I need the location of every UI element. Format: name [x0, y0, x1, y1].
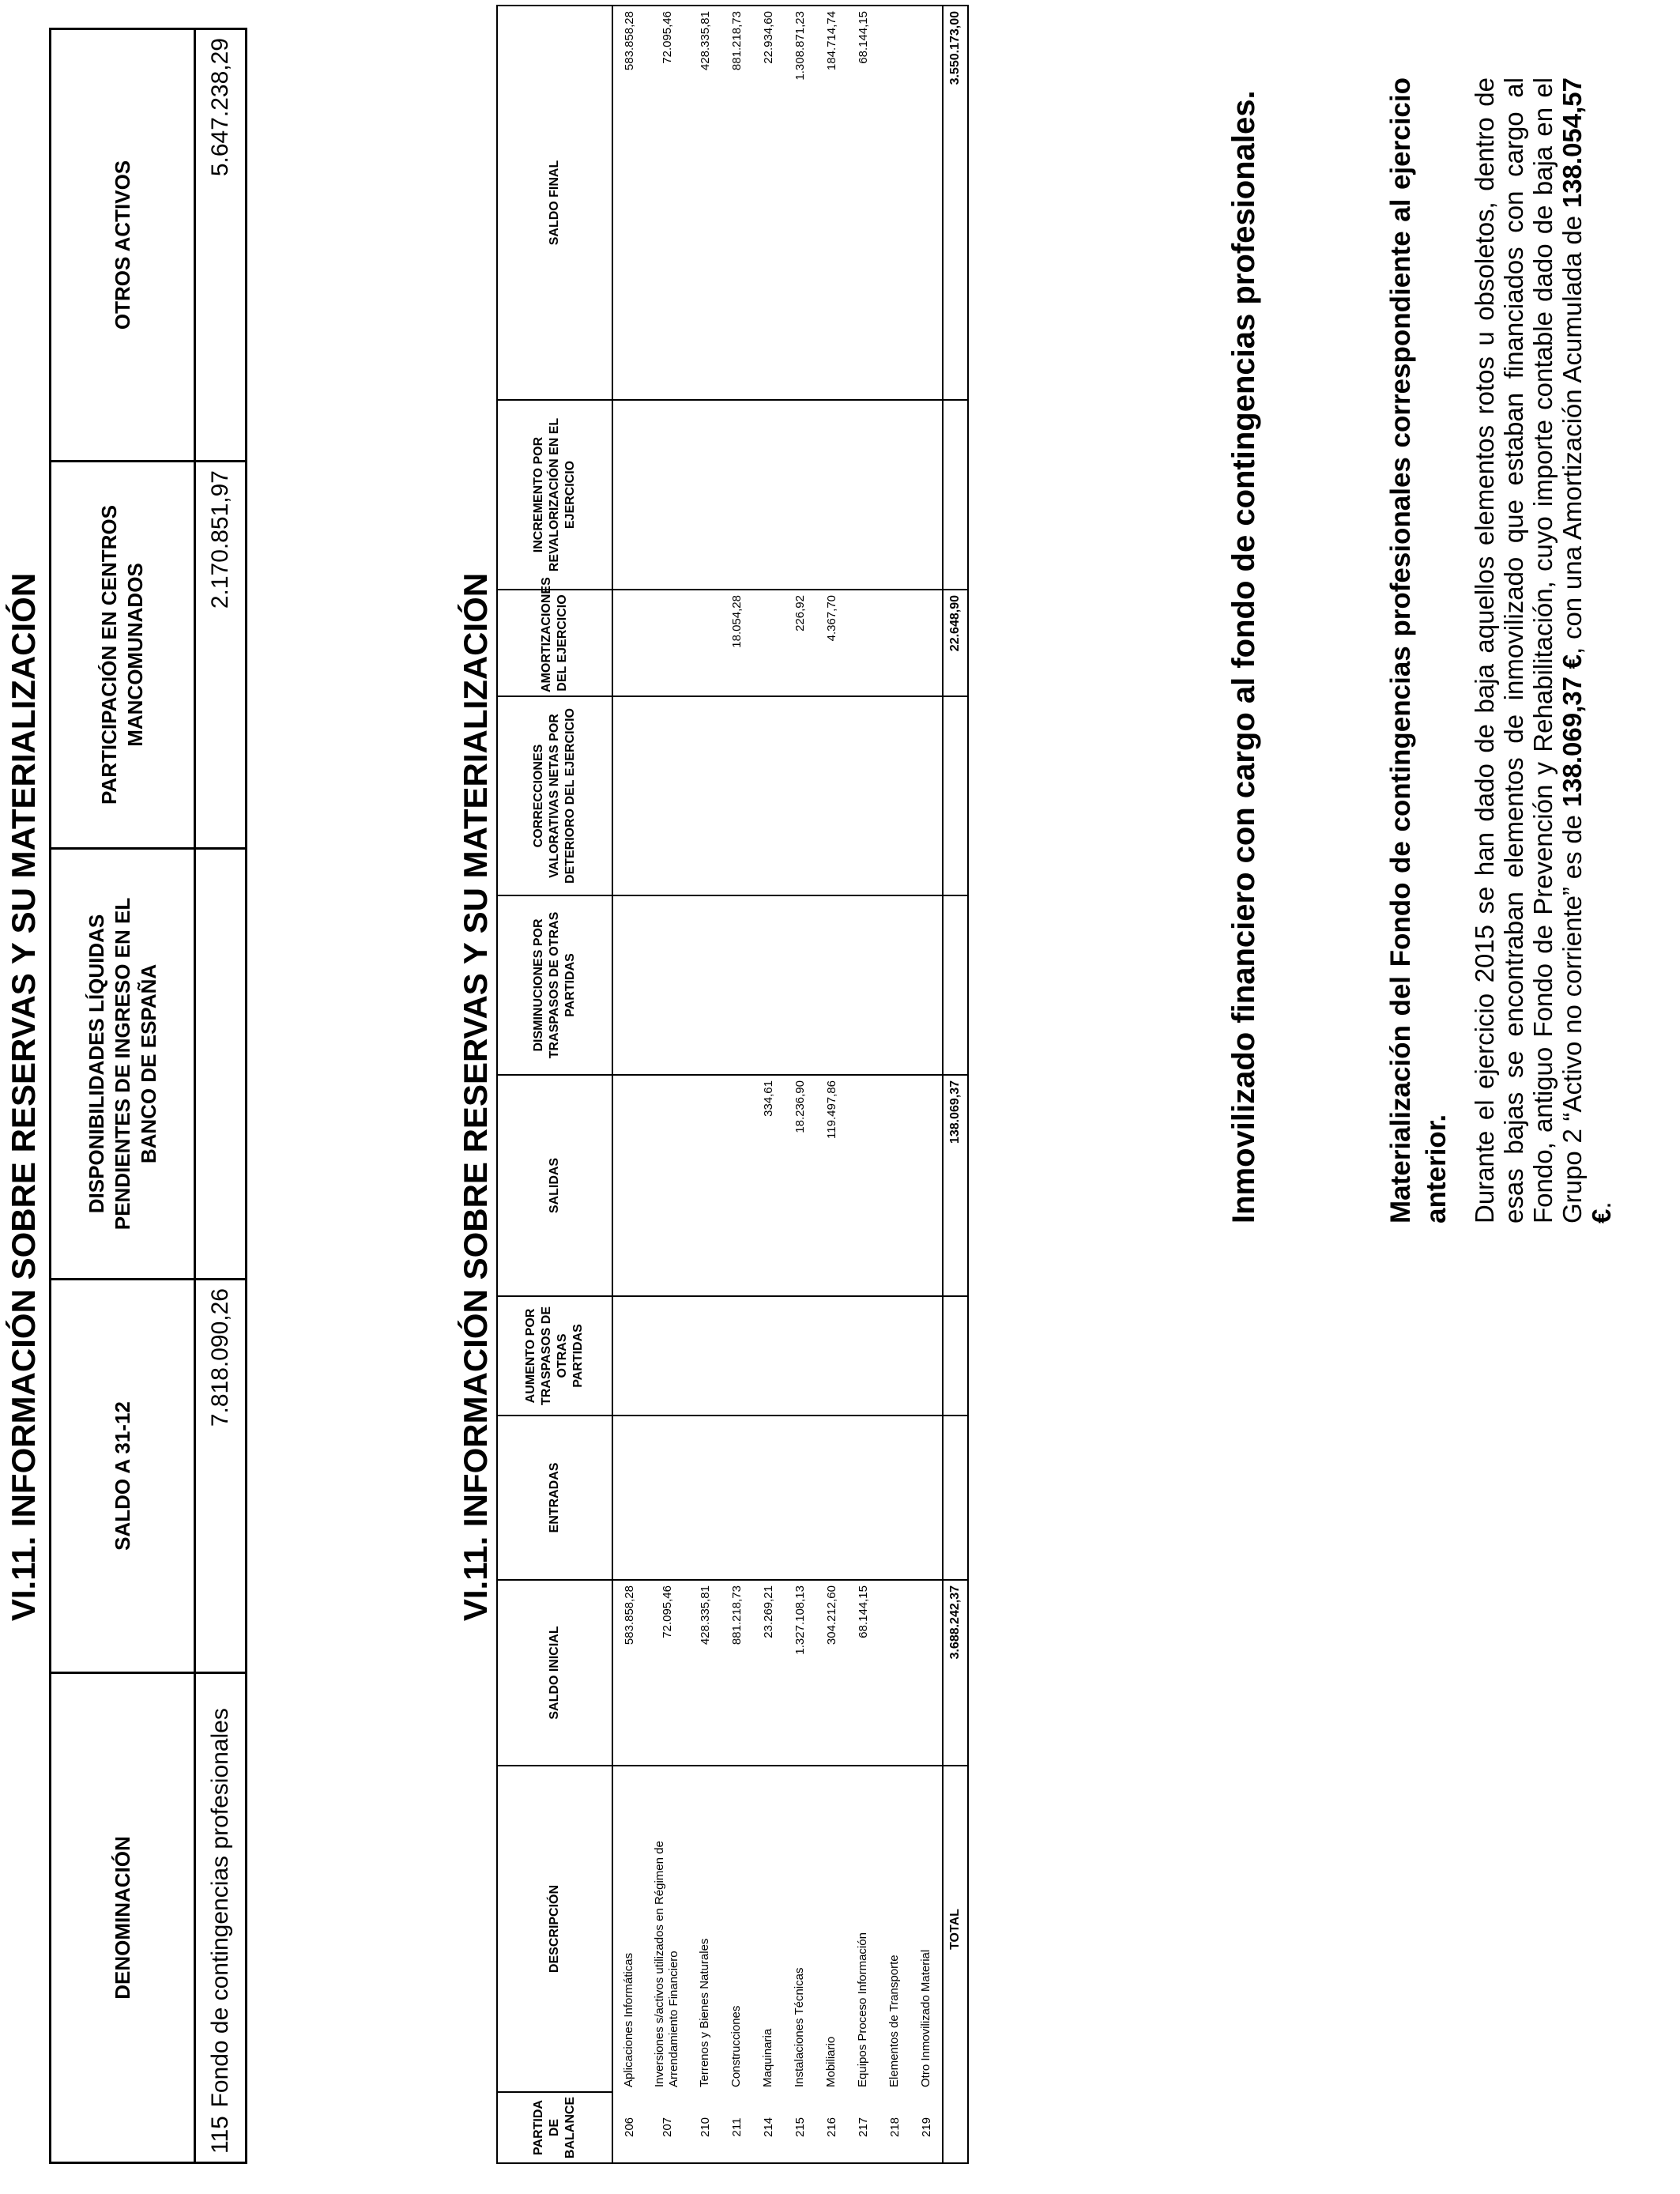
cell-descripcion: Instalaciones Técnicas [784, 1766, 816, 2092]
table-row [879, 6, 910, 2163]
cell-saldo-final: 68.144,15 [847, 6, 879, 400]
cell-incremento [910, 400, 943, 590]
cell-saldo-final: 3.550.173,00 [943, 6, 968, 400]
cell-saldo-inicial: 72.095,46 [645, 1580, 689, 1766]
cell-disponibilidades [195, 849, 247, 1280]
cell-disminuciones [752, 895, 784, 1075]
cell-descripcion: Inversiones s/activos utilizados en Régimen de Arrendamiento Financiero [645, 1766, 689, 2092]
cell-correcciones [721, 696, 752, 895]
table-row [689, 6, 721, 2163]
cell-aumento [879, 1296, 910, 1416]
table-row [784, 6, 816, 2163]
cell-entradas [689, 1416, 721, 1580]
cell-code: 219 [910, 2092, 943, 2163]
cell-code: 210 [689, 2092, 721, 2163]
cell-saldo-final: 881.218,73 [721, 6, 752, 400]
table-row [612, 6, 645, 2163]
cell-code: 211 [721, 2092, 752, 2163]
cell-correcciones [612, 696, 645, 895]
cell-code: 214 [752, 2092, 784, 2163]
cell-correcciones [689, 696, 721, 895]
cell-correcciones [847, 696, 879, 895]
cell-saldo-inicial: 304.212,60 [816, 1580, 847, 1766]
cell-entradas [645, 1416, 689, 1580]
cell-aumento [612, 1296, 645, 1416]
cell-amortizaciones [879, 590, 910, 696]
cell-entradas [721, 1416, 752, 1580]
cell-correcciones [816, 696, 847, 895]
cell-aumento [689, 1296, 721, 1416]
col-header-amortizaciones: AMORTIZACIONES DEL EJERCICIO [497, 590, 612, 696]
cell-salidas: 18.236,90 [784, 1075, 816, 1296]
cell-saldo-final: 72.095,46 [645, 6, 689, 400]
cell-disminuciones [943, 895, 968, 1075]
cell-descripcion: Terrenos y Bienes Naturales [689, 1766, 721, 2092]
table1-title: VI.11. INFORMACIÓN SOBRE RESERVAS Y SU MATERIALIZACIÓN [5, 572, 42, 1622]
cell-incremento [879, 400, 910, 590]
cell-amortizaciones: 226,92 [784, 590, 816, 696]
cell-saldo-final: 583.858,28 [612, 6, 645, 400]
cell-incremento [943, 400, 968, 590]
cell-entradas [612, 1416, 645, 1580]
cell-descripcion: Elementos de Transporte [879, 1766, 910, 2092]
cell-participacion: 2.170.851,97 [195, 462, 247, 849]
paragraph-text-2: , con una Amortización Acumulada de [1558, 208, 1587, 654]
cell-disminuciones [879, 895, 910, 1075]
cell-saldo-final: 184.714,74 [816, 6, 847, 400]
cell-disminuciones [847, 895, 879, 1075]
cell-code: 218 [879, 2092, 910, 2163]
cell-salidas [612, 1075, 645, 1296]
col-header-salidas: SALIDAS [497, 1075, 612, 1296]
table2-body [612, 6, 968, 2163]
cell-disminuciones [645, 895, 689, 1075]
cell-incremento [847, 400, 879, 590]
cell-denominacion: Fondo de contingencias profesionales [195, 1673, 247, 2116]
col-header-saldo-final: SALDO FINAL [497, 6, 612, 400]
cell-saldo-inicial: 3.688.242,37 [943, 1580, 968, 1766]
table-row [910, 6, 943, 2163]
col-header-otros-activos: OTROS ACTIVOS [51, 29, 195, 462]
paragraph-text-3: . [1587, 1201, 1616, 1209]
cell-descripcion: Maquinaria [752, 1766, 784, 2092]
cell-correcciones [645, 696, 689, 895]
col-header-aumento: AUMENTO POR TRASPASOS DE OTRAS PARTIDAS [497, 1296, 612, 1416]
cell-saldo-inicial: 68.144,15 [847, 1580, 879, 1766]
amount-bajas: 138.069,37 € [1558, 654, 1587, 808]
cell-saldo-inicial: 881.218,73 [721, 1580, 752, 1766]
cell-salidas [645, 1075, 689, 1296]
cell-saldo-inicial: 428.335,81 [689, 1580, 721, 1766]
paragraph-text-1: Durante el ejercicio 2015 se han dado de baja aquellos elementos rotos u obsoletos, dentro de esas bajas se encontraban elementos de inmovilizado que estaban financiados con cargo al Fondo, antiguo Fondo de Prevención y Rehabilitación, cuyo importe contable dado de baja en el Grupo 2 “Activo no corriente” es de [1470, 77, 1587, 1223]
cell-amortizaciones: 4.367,70 [816, 590, 847, 696]
amount-amortizacion: 138.054,57 € [1558, 77, 1616, 1223]
cell-entradas [816, 1416, 847, 1580]
cell-incremento [721, 400, 752, 590]
cell-code [943, 2092, 968, 2163]
col-header-partida: PARTIDA DE BALANCE [497, 2092, 612, 2163]
cell-amortizaciones [847, 590, 879, 696]
col-header-correcciones: CORRECCIONES VALORATIVAS NETAS POR DETERIORO DEL EJERCICIO [497, 696, 612, 895]
cell-disminuciones [816, 895, 847, 1075]
cell-entradas [784, 1416, 816, 1580]
cell-salidas: 138.069,37 [943, 1075, 968, 1296]
cell-saldo-inicial [879, 1580, 910, 1766]
cell-saldo-final [879, 6, 910, 400]
cell-incremento [645, 400, 689, 590]
cell-saldo-inicial: 23.269,21 [752, 1580, 784, 1766]
cell-entradas [847, 1416, 879, 1580]
section-heading: Inmovilizado financiero con cargo al fondo de contingencias profesionales. [1226, 90, 1261, 1223]
cell-saldo-inicial: 1.327.108,13 [784, 1580, 816, 1766]
cell-disminuciones [784, 895, 816, 1075]
table-row [847, 6, 879, 2163]
cell-salidas [847, 1075, 879, 1296]
col-header-saldo: SALDO A 31-12 [51, 1280, 195, 1673]
cell-incremento [784, 400, 816, 590]
cell-entradas [752, 1416, 784, 1580]
table-header-row [497, 6, 612, 2163]
cell-saldo: 7.818.090,26 [195, 1280, 247, 1673]
col-header-descripcion: DESCRIPCIÓN [497, 1766, 612, 2092]
cell-correcciones [879, 696, 910, 895]
cell-salidas: 334,61 [752, 1075, 784, 1296]
cell-saldo-inicial: 583.858,28 [612, 1580, 645, 1766]
reserves-summary-table [49, 28, 247, 2164]
table-row [645, 6, 689, 2163]
col-header-incremento: INCREMENTO POR REVALORIZACIÓN EN EL EJERCICIO [497, 400, 612, 590]
cell-amortizaciones: 18.054,28 [721, 590, 752, 696]
cell-aumento [943, 1296, 968, 1416]
cell-saldo-final: 22.934,60 [752, 6, 784, 400]
cell-aumento [910, 1296, 943, 1416]
cell-salidas: 119.497,86 [816, 1075, 847, 1296]
table2-title: VI.11. INFORMACIÓN SOBRE RESERVAS Y SU MATERIALIZACIÓN [457, 572, 494, 1622]
table-row [752, 6, 784, 2163]
cell-code: 216 [816, 2092, 847, 2163]
cell-aumento [645, 1296, 689, 1416]
cell-code: 215 [784, 2092, 816, 2163]
cell-amortizaciones: 22.648,90 [943, 590, 968, 696]
cell-descripcion: Aplicaciones Informáticas [612, 1766, 645, 2092]
cell-amortizaciones [752, 590, 784, 696]
cell-amortizaciones [612, 590, 645, 696]
table-row [816, 6, 847, 2163]
cell-amortizaciones [645, 590, 689, 696]
materialization-detail-table [496, 5, 969, 2164]
cell-disminuciones [910, 895, 943, 1075]
cell-code: 206 [612, 2092, 645, 2163]
cell-incremento [612, 400, 645, 590]
cell-disminuciones [721, 895, 752, 1075]
cell-incremento [816, 400, 847, 590]
cell-correcciones [752, 696, 784, 895]
cell-entradas [943, 1416, 968, 1580]
table-header-row [51, 29, 195, 2163]
table-row [195, 29, 247, 2163]
cell-disminuciones [689, 895, 721, 1075]
col-header-entradas: ENTRADAS [497, 1416, 612, 1580]
cell-saldo-final: 428.335,81 [689, 6, 721, 400]
col-header-disminuciones: DISMINUCIONES POR TRASPASOS DE OTRAS PARTIDAS [497, 895, 612, 1075]
cell-descripcion: Equipos Proceso Información [847, 1766, 879, 2092]
cell-correcciones [910, 696, 943, 895]
cell-saldo-inicial [910, 1580, 943, 1766]
cell-incremento [752, 400, 784, 590]
col-header-denominacion: DENOMINACIÓN [51, 1673, 195, 2163]
cell-descripcion: Otro Inmovilizado Material [910, 1766, 943, 2092]
cell-descripcion: Construcciones [721, 1766, 752, 2092]
cell-salidas [879, 1075, 910, 1296]
cell-salidas [910, 1075, 943, 1296]
cell-salidas [721, 1075, 752, 1296]
materialization-paragraph [1470, 77, 1616, 1223]
cell-disminuciones [612, 895, 645, 1075]
cell-aumento [816, 1296, 847, 1416]
cell-entradas [910, 1416, 943, 1580]
col-header-saldo-inicial: SALDO INICIAL [497, 1580, 612, 1766]
cell-descripcion: Mobiliario [816, 1766, 847, 2092]
cell-code: 207 [645, 2092, 689, 2163]
col-header-disponibilidades: DISPONIBILIDADES LÍQUIDAS PENDIENTES DE INGRESO EN EL BANCO DE ESPAÑA [51, 849, 195, 1280]
cell-entradas [879, 1416, 910, 1580]
cell-amortizaciones [689, 590, 721, 696]
cell-total-label: TOTAL [943, 1766, 968, 2092]
cell-code: 115 [195, 2116, 247, 2163]
cell-incremento [689, 400, 721, 590]
cell-code: 217 [847, 2092, 879, 2163]
col-header-participacion: PARTICIPACIÓN EN CENTROS MANCOMUNADOS [51, 462, 195, 849]
total-row [943, 6, 968, 2163]
cell-correcciones [784, 696, 816, 895]
cell-amortizaciones [910, 590, 943, 696]
cell-otros-activos: 5.647.238,29 [195, 29, 247, 462]
cell-correcciones [943, 696, 968, 895]
cell-aumento [721, 1296, 752, 1416]
cell-salidas [689, 1075, 721, 1296]
table-row [721, 6, 752, 2163]
cell-aumento [752, 1296, 784, 1416]
cell-aumento [784, 1296, 816, 1416]
cell-aumento [847, 1296, 879, 1416]
materialization-heading: Materialización del Fondo de contingencias profesionales correspondiente al ejercicio anterior. [1385, 77, 1452, 1223]
cell-saldo-final: 1.308.871,23 [784, 6, 816, 400]
cell-saldo-final [910, 6, 943, 400]
